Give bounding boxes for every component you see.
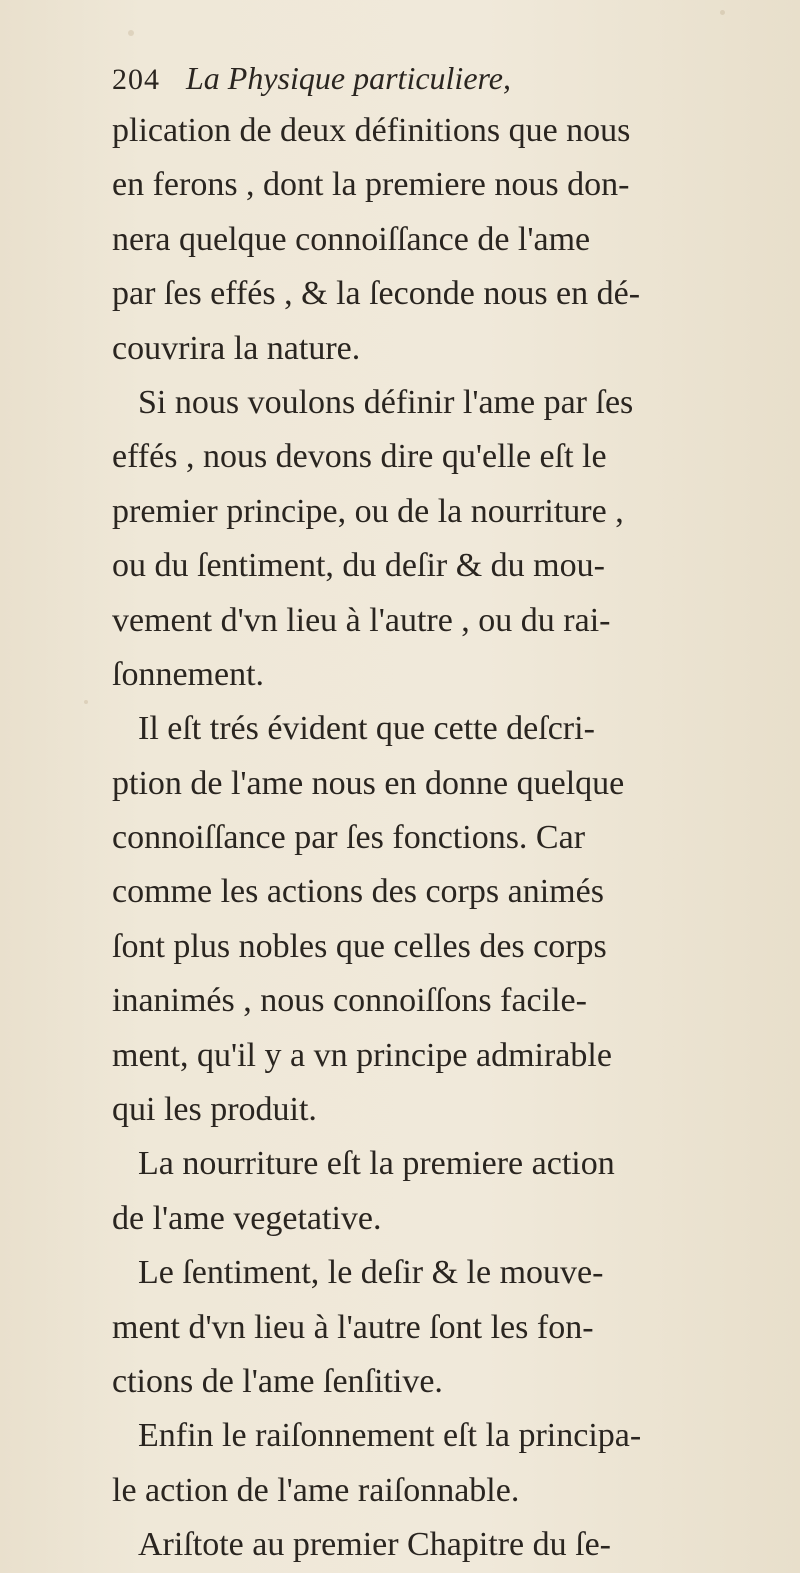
- page-number: 204: [112, 63, 160, 96]
- text-line: effés , nous devons dire qu'elle eſt le: [112, 438, 607, 476]
- text-line: La nourriture eſt la premiere action: [138, 1145, 615, 1183]
- text-line: par ſes effés , & la ſeconde nous en dé-: [112, 275, 641, 313]
- text-line: comme les actions des corps animés: [112, 873, 604, 911]
- text-line: ou du ſentiment, du deſir & du mou-: [112, 547, 605, 585]
- text-line: ption de l'ame nous en donne quelque: [112, 764, 625, 802]
- text-line: Enfin le raiſonnement eſt la principa-: [138, 1417, 642, 1455]
- text-line: nera quelque connoiſſance de l'ame: [112, 220, 591, 258]
- text-line: premier principe, ou de la nourriture ,: [112, 492, 624, 530]
- text-line: couvrira la nature.: [112, 329, 361, 367]
- running-header: [112, 60, 511, 108]
- body-text: [112, 104, 792, 1573]
- running-title: La Physique particuliere,: [186, 60, 511, 96]
- paper-stain: [128, 30, 134, 36]
- text-line: ment, qu'il y a vn principe admirable: [112, 1036, 612, 1074]
- text-line: Si nous voulons définir l'ame par ſes: [138, 383, 634, 421]
- text-line: ſont plus nobles que celles des corps: [112, 927, 607, 965]
- text-line: Le ſentiment, le deſir & le mouve-: [138, 1254, 604, 1292]
- text-line: en ferons , dont la premiere nous don-: [112, 166, 630, 204]
- text-line: ment d'vn lieu à l'autre ſont les fon-: [112, 1308, 594, 1346]
- paper-stain: [720, 10, 725, 15]
- text-line: le action de l'ame raiſonnable.: [112, 1471, 520, 1509]
- text-line: ſonnement.: [112, 655, 265, 693]
- text-line: plication de deux définitions que nous: [112, 112, 631, 149]
- text-line: Ariſtote au premier Chapitre du ſe-: [138, 1526, 611, 1564]
- text-line: de l'ame vegetative.: [112, 1199, 382, 1237]
- text-line: Il eſt trés évident que cette deſcri-: [138, 710, 595, 748]
- text-line: ctions de l'ame ſenſitive.: [112, 1362, 443, 1400]
- paper-stain: [84, 700, 88, 704]
- text-line: qui les produit.: [112, 1091, 317, 1129]
- text-line: connoiſſance par ſes fonctions. Car: [112, 819, 586, 857]
- text-line: inanimés , nous connoiſſons facile-: [112, 982, 587, 1020]
- text-line: vement d'vn lieu à l'autre , ou du rai-: [112, 601, 611, 639]
